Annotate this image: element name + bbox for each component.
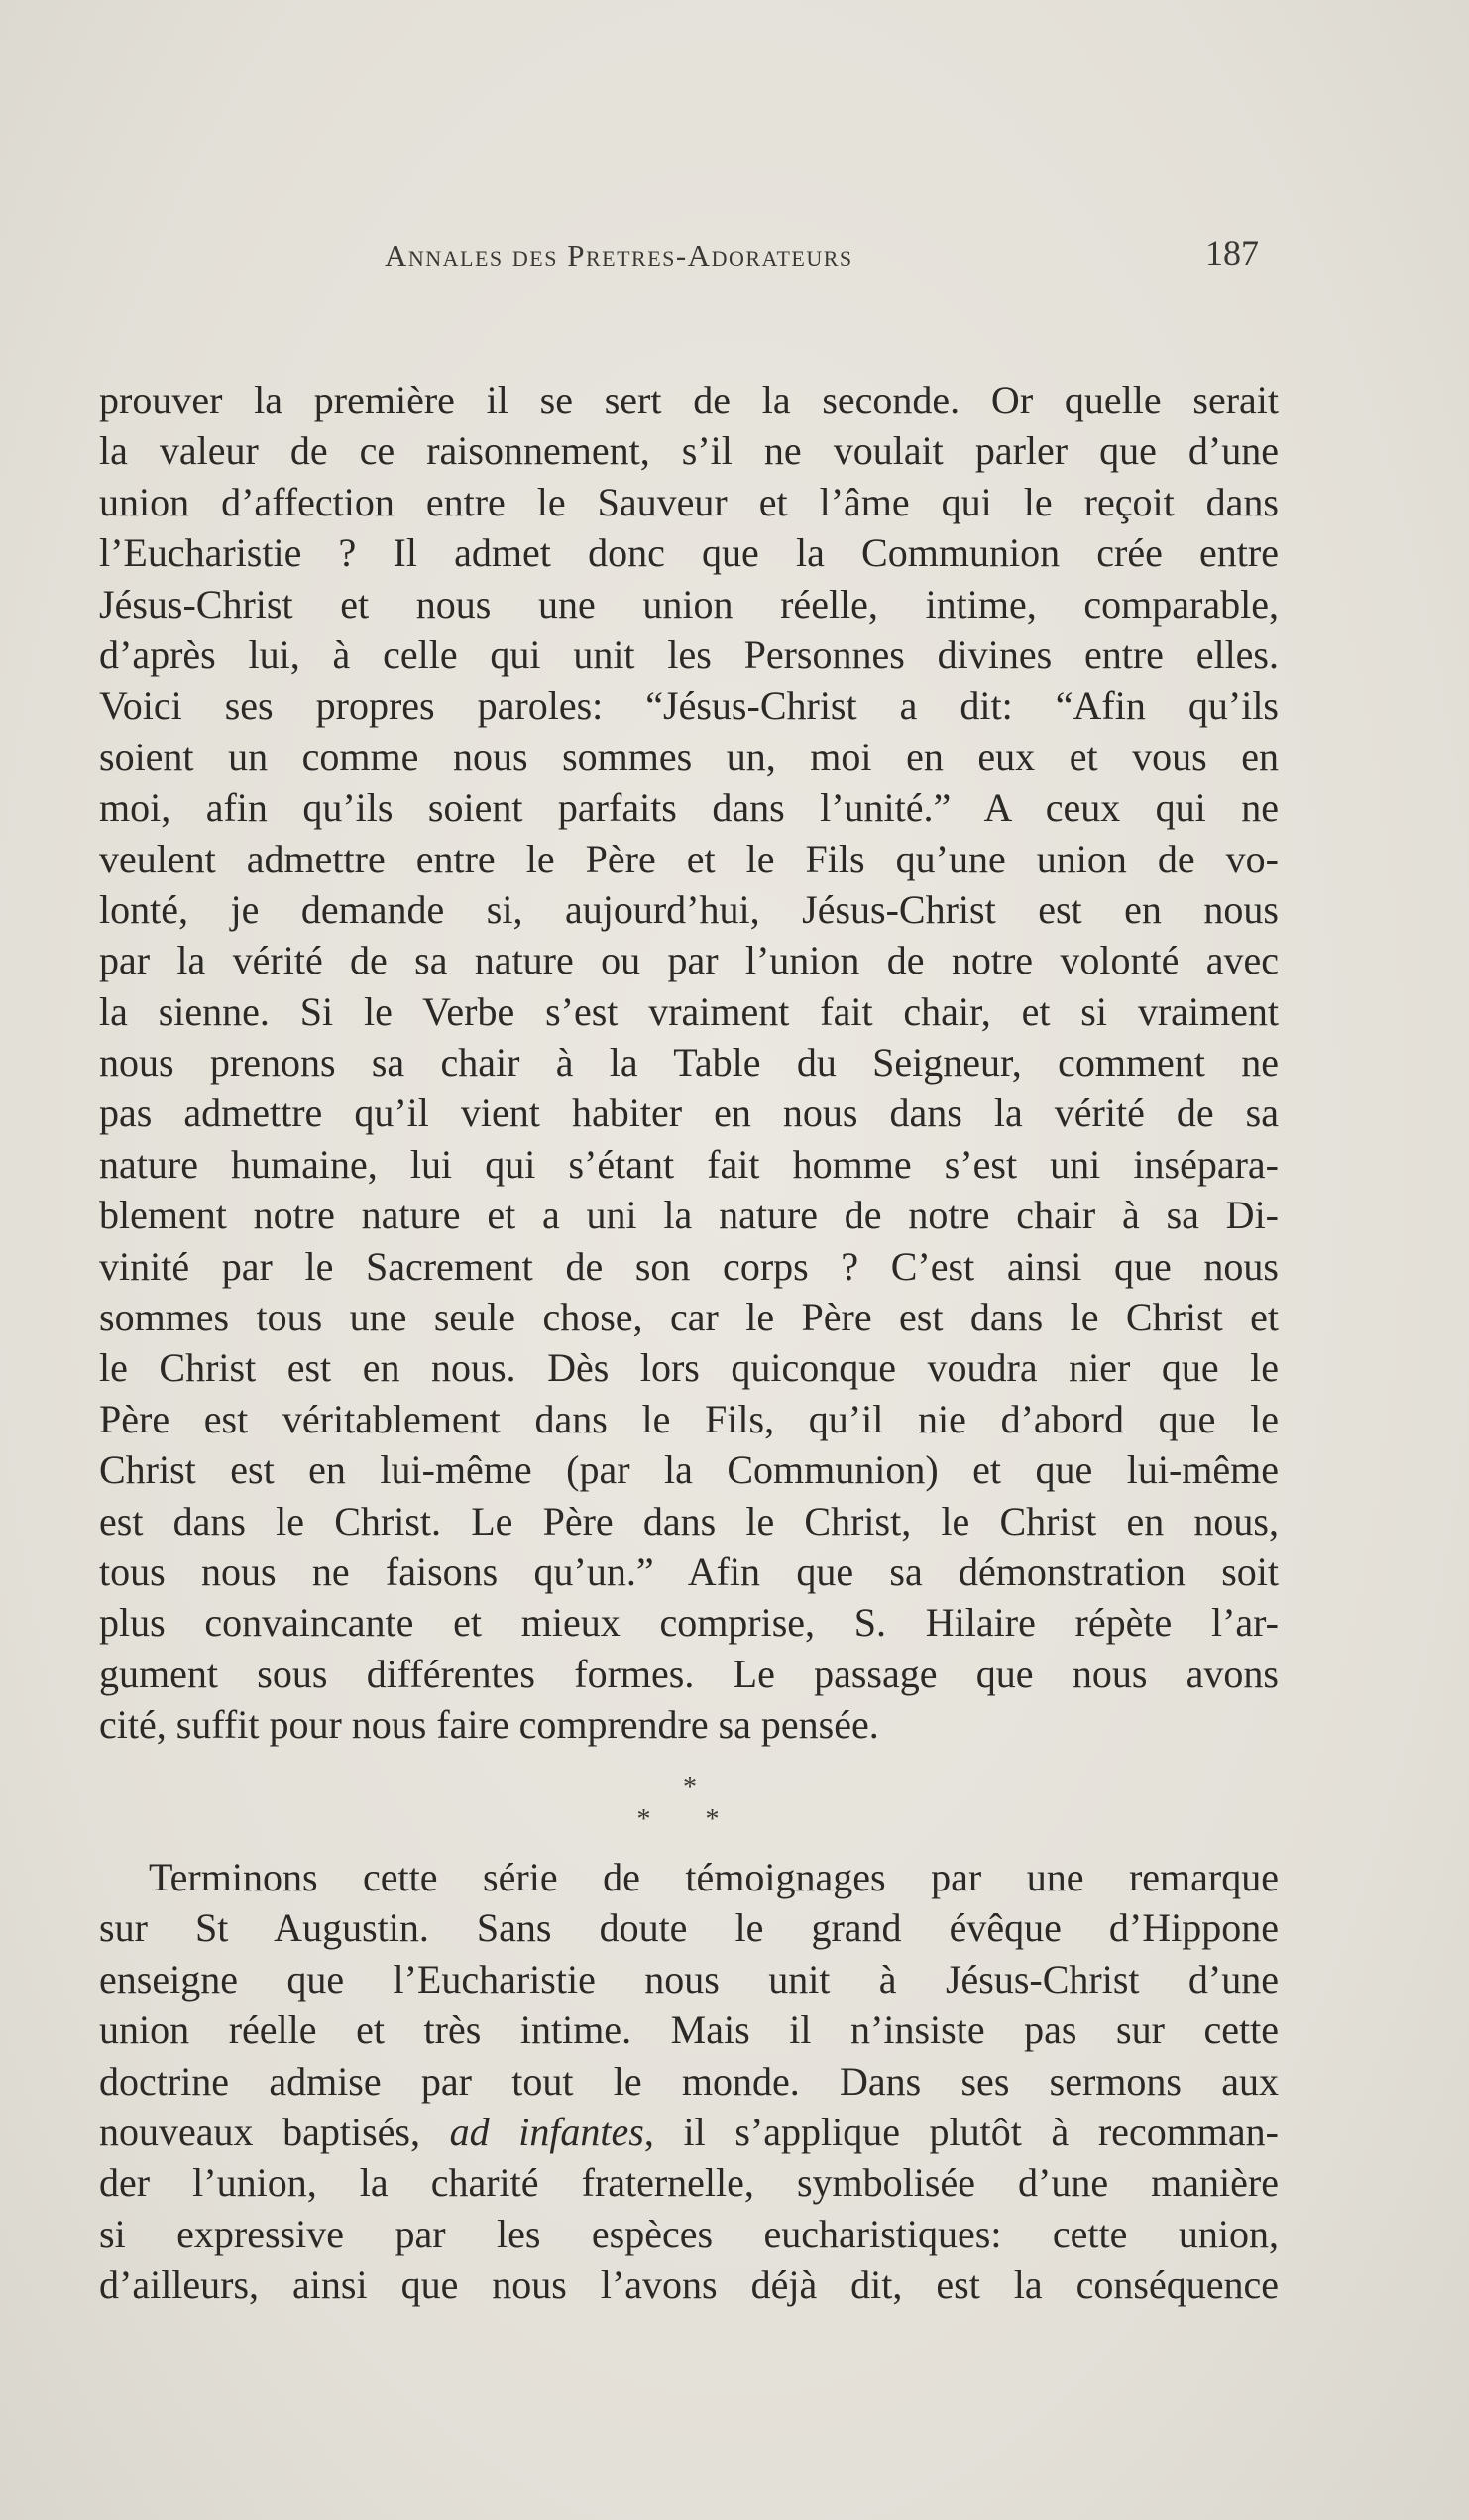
text-line: blement notre nature et a uni la nature de notre chair à sa Di- [99,1193,1279,1238]
text-line: union d’affection entre le Sauveur et l’âme qui le reçoit dans [99,479,1279,524]
text-line: par la vérité de sa nature ou par l’union de notre volonté avec [99,938,1279,983]
text-line-mixed [99,2107,1279,2157]
text-line: soient un comme nous sommes un, moi en eux et vous en [99,734,1279,779]
text-line: moi, afin qu’ils soient parfaits dans l’unité.” A ceux qui ne [99,785,1279,831]
text-segment: , il s’applique plutôt à recomman- [643,2109,1279,2154]
text-line: si expressive par les espèces eucharistiques: cette union, [99,2211,1279,2256]
text-line: doctrine admise par tout le monde. Dans ses sermons aux [99,2058,1279,2104]
text-line: Jésus-Christ et nous une union réelle, intime, comparable, [99,581,1279,627]
italic-latin-phrase: ad infantes [449,2109,644,2154]
text-line: Voici ses propres paroles: “Jésus-Christ a dit: “Afin qu’ils [99,683,1279,729]
text-line: l’Eucharistie ? Il admet donc que la Communion crée entre [99,530,1279,576]
paragraph-augustin [99,1852,1279,2311]
text-line: vinité par le Sacrement de son corps ? C’est ainsi que nous [99,1243,1279,1289]
text-line: lonté, je demande si, aujourd’hui, Jésus-Christ est en nous [99,886,1279,932]
text-line: nature humaine, lui qui s’étant fait homme s’est uni insépara- [99,1141,1279,1187]
text-line: veulent admettre entre le Père et le Fils qu’une union de vo- [99,836,1279,881]
asterism-top: * [683,1773,697,1803]
text-line: la sienne. Si le Verbe s’est vraiment fait chair, et si vraiment [99,988,1279,1034]
text-line: prouver la première il se sert de la seconde. Or quelle serait [99,378,1279,422]
text-line: gument sous différentes formes. Le passage que nous avons [99,1651,1279,1696]
text-line: Terminons cette série de témoignages par une remarque [149,1855,1279,1899]
text-line: pas admettre qu’il vient habiter en nous dans la vérité de sa [99,1090,1279,1136]
text-line: sur St Augustin. Sans doute le grand évêque d’Hippone [99,1905,1279,1951]
text-line: tous nous ne faisons qu’un.” Afin que sa démonstration soit [99,1548,1279,1594]
text-line: cité, suffit pour nous faire comprendre sa pensée. [99,1702,879,1748]
text-line: est dans le Christ. Le Père dans le Christ, le Christ en nous, [99,1498,1279,1544]
paragraph-hilaire [99,375,1279,1751]
text-line: la valeur de ce raisonnement, s’il ne voulait parler que d’une [99,428,1279,474]
text-line: union réelle et très intime. Mais il n’insiste pas sur cette [99,2007,1279,2053]
running-head [0,233,1469,287]
text-line: nous prenons sa chair à la Table du Seigneur, comment ne [99,1040,1279,1086]
text-line: le Christ est en nous. Dès lors quiconque voudra nier que le [99,1345,1279,1391]
text-line: der l’union, la charité fraternelle, symbolisée d’une manière [99,2160,1279,2206]
text-segment: nouveaux baptisés, [99,2109,450,2154]
text-line: d’après lui, à celle qui unit les Personnes divines entre elles. [99,631,1279,677]
asterism-bottom: * * [636,1804,743,1835]
text-line: Christ est en lui-même (par la Communion) et que lui-même [99,1447,1279,1493]
text-line: enseigne que l’Eucharistie nous unit à Jésus-Christ d’une [99,1956,1279,2002]
text-line: sommes tous une seule chose, car le Père est dans le Christ et [99,1295,1279,1340]
running-head-title: Annales des Pretres-Adorateurs [385,238,853,273]
page-number: 187 [1205,233,1259,273]
text-line: Père est véritablement dans le Fils, qu’il nie d’abord que le [99,1396,1279,1441]
text-line: d’ailleurs, ainsi que nous l’avons déjà dit, est la conséquence [99,2262,1279,2308]
text-line: plus convaincante et mieux comprise, S. Hilaire répète l’ar- [99,1600,1279,1646]
